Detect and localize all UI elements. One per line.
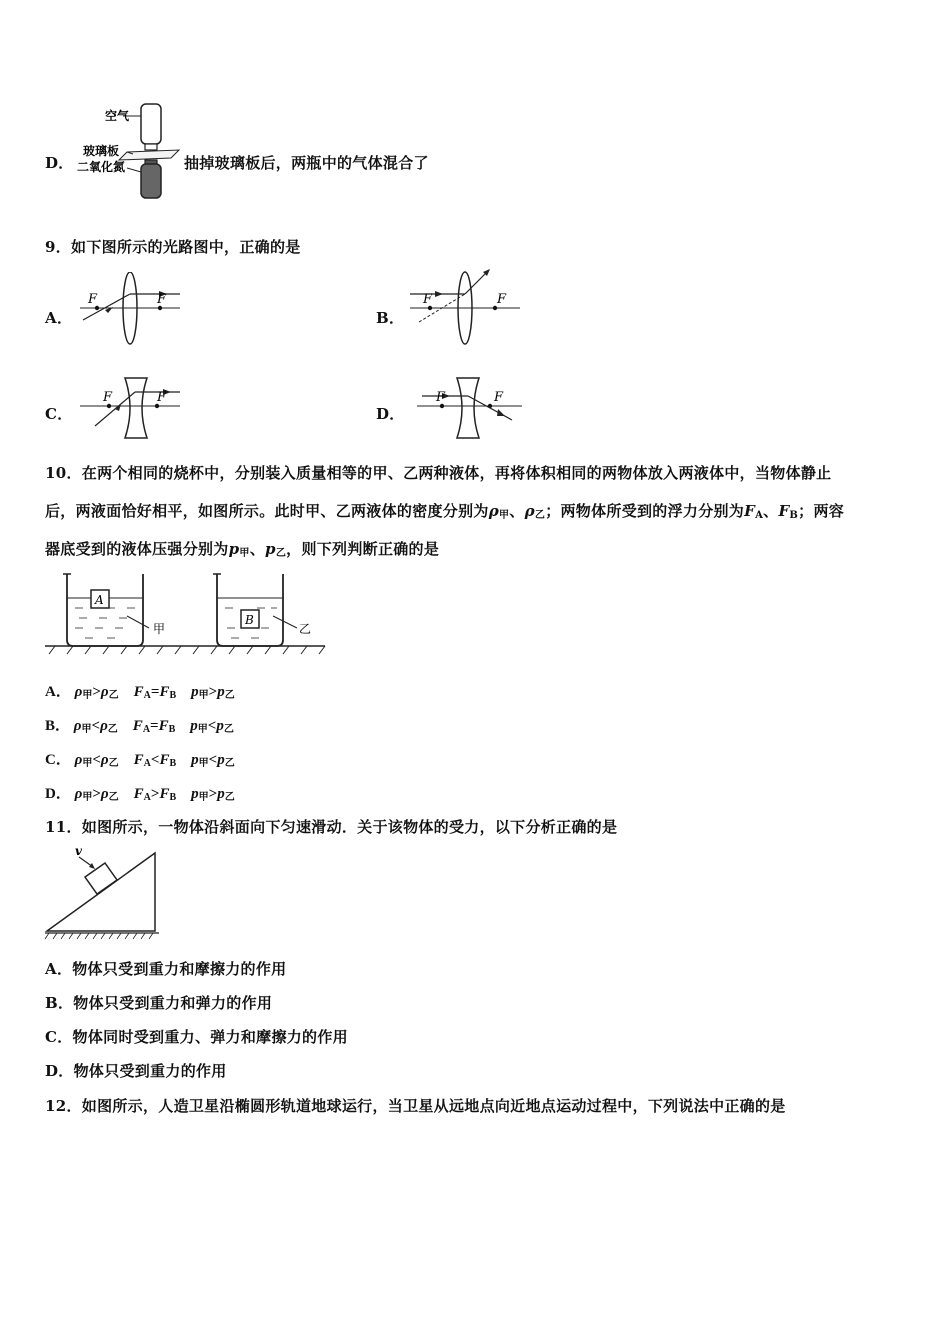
q10-stem-line-2: 后，两液面恰好相平，如图所示。此时甲、乙两液体的密度分别为$\rho_甲$、$\rho_乙$；两物体所受到的浮力分别为$F_A$、$F_B$；两容 [45,502,845,521]
q11-option-a: A．物体只受到重力和摩擦力的作用 [45,960,287,978]
q11-option-b: B．物体只受到重力和弹力的作用 [45,994,273,1012]
q9-stem: 9．如下图所示的光路图中，正确的是 [45,238,301,256]
q12-stem: 12．如图所示，人造卫星沿椭圆形轨道地球运行，当卫星从远地点向近地点运动过程中，下列说法中正确的是 [45,1097,786,1115]
label-glass-plate: 玻璃板 [83,144,120,158]
q10-option-c: C． $\rho_甲<\rho_乙$ $F_A<F_B$ $p_甲<p_乙$ [45,752,235,769]
focal-label: F [157,292,167,307]
liquid-yi-label: 乙 [299,622,312,636]
velocity-label: v [75,844,82,858]
focal-label: F [436,390,446,405]
q9-option-c-label: C． [45,405,73,423]
q9-diagram-c [75,376,190,442]
q9-option-d-label: D． [376,405,405,423]
block-b-label: B [245,613,254,627]
focal-label: F [103,390,113,405]
q11-option-c: C．物体同时受到重力、弹力和摩擦力的作用 [45,1028,348,1046]
q11-stem: 11．如图所示，一物体沿斜面向下匀速滑动．关于该物体的受力，以下分析正确的是 [45,818,618,836]
focal-label: F [497,292,507,307]
q9-diagram-a [75,272,190,352]
label-air: 空气 [105,109,130,123]
q9-option-b-label: B． [376,309,405,327]
liquid-jia-label: 甲 [153,622,166,636]
q9-option-a-label: A． [45,309,73,327]
focal-label: F [423,292,433,307]
q8-option-d-text: 抽掉玻璃板后，两瓶中的气体混合了 [184,154,429,172]
label-no2: 二氧化氮 [77,160,126,174]
focal-label: F [88,292,98,307]
q11-option-d: D．物体只受到重力的作用 [45,1062,227,1080]
q9-diagram-d [412,376,527,442]
q10-option-a: A． $\rho_甲>\rho_乙$ $F_A=F_B$ $p_甲>p_乙$ [45,684,235,701]
q10-stem-line-1: 10．在两个相同的烧杯中，分别装入质量相等的甲、乙两种液体，再将体积相同的两物体放入两液体中，当物体静止 [45,464,832,482]
beakers-figure [45,568,335,660]
focal-label: F [494,390,504,405]
q9-diagram-b [405,266,525,350]
q8-option-d-label: D． [45,154,74,172]
focal-label: F [157,390,167,405]
q10-stem-line-3: 器底受到的液体压强分别为$p_甲$、$p_乙$，则下列判断正确的是 [45,540,440,559]
gas-bottles-figure [75,100,185,205]
incline-figure [45,843,163,941]
q10-option-d: D． $\rho_甲>\rho_乙$ $F_A>F_B$ $p_甲>p_乙$ [45,786,235,803]
block-a-label: A [95,593,104,607]
q10-option-b: B． $\rho_甲<\rho_乙$ $F_A=F_B$ $p_甲<p_乙$ [45,718,234,735]
